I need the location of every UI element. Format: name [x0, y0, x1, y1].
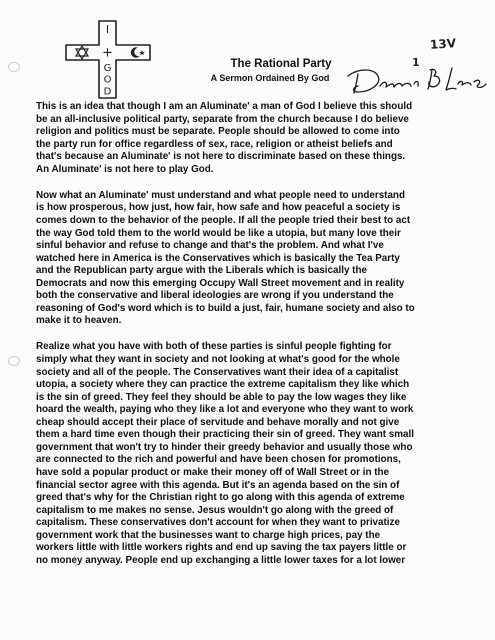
logo-letter: O: [103, 74, 112, 86]
body-paragraph: This is an idea that though I am an Aluminate' a man of God I believe this should be an all-inclusive political party, separate from the church because I do believe religion and politics must be separate. People should be allowed to come into the party run for office regardless of sex, race, religion or atheist beliefs and that's because an Aluminate' is not here to discriminate based on these things. An Aluminate' is not here to play God.: [36, 101, 413, 175]
handwritten-page-number: 1: [412, 56, 420, 69]
logo-letter: I: [105, 23, 110, 36]
crescent-star-icon: [131, 47, 145, 57]
document-title: The Rational Party: [230, 58, 332, 70]
signature-icon: [344, 62, 489, 98]
logo-letter: D: [103, 86, 112, 98]
body-paragraph: Realize what you have with both of these parties is sinful people fighting for simply what they want in society and not looking at what's good for the whole society and all of the people. The Conservatives want their idea of a capitalist utopia, a society where they can practice the extreme capitalism they like which is the sin of greed. They feel they should be able to pay the low wages they like hoard the wealth, paying who they like a lot and everyone who they want to work cheap should accept their place of servitude and behave morally and not give them a hard time even though their practicing their sin of greed. They want small government that won't try to hinder their greedy behavior and usually those who are connected to the rich and powerful and have been chosen for promotions, have sold a popular product or make their money off of Wall Street or in the financial sector agree with this agenda. But it's an agenda based on the sin of greed that's why for the Christian right to go along with this agenda of extreme capitalism to me makes no sense. Jesus wouldn't go along with the greed of capitalism. These conservatives don't account for when they want to privatize government work that the businesses want to charge high prices, pay the workers little with little workers rights and end up saving the tax payers little or no money anyway. People end up exchanging a little lower taxes for a lot lower: [36, 341, 414, 566]
handwritten-page-code: 13V: [429, 36, 457, 52]
punch-hole-mark: [8, 356, 20, 366]
star-of-david-icon: [76, 46, 88, 59]
document-subtitle: A Sermon Ordained By God: [210, 73, 330, 83]
body-paragraph: Now what an Aluminate' must understand and what people need to understand is how prosperous, how just, how fair, how safe and how peaceful a society is comes down to the behavior of the people. If all the people tried their best to act the way God told them to the world would be like a utopia, but many love their sinful behavior and refuse to change and that's the problem. And what I've watched here in America is the Conservatives which is basically the Tea Party and the Republican party argue with the Liberals which is basically the Democrats and now this emerging Occupy Wall Street movement and in reality both the conservative and liberal ideologies are wrong if you understand the reasoning of God's word which is to build a just, fair, humane society and also to make it to heaven.: [36, 189, 415, 327]
logo-letter: +: [102, 45, 113, 61]
logo-letter: G: [103, 63, 112, 74]
cross-logo-icon: [58, 18, 166, 100]
punch-hole-mark: [8, 62, 20, 72]
document-body: [36, 101, 470, 581]
